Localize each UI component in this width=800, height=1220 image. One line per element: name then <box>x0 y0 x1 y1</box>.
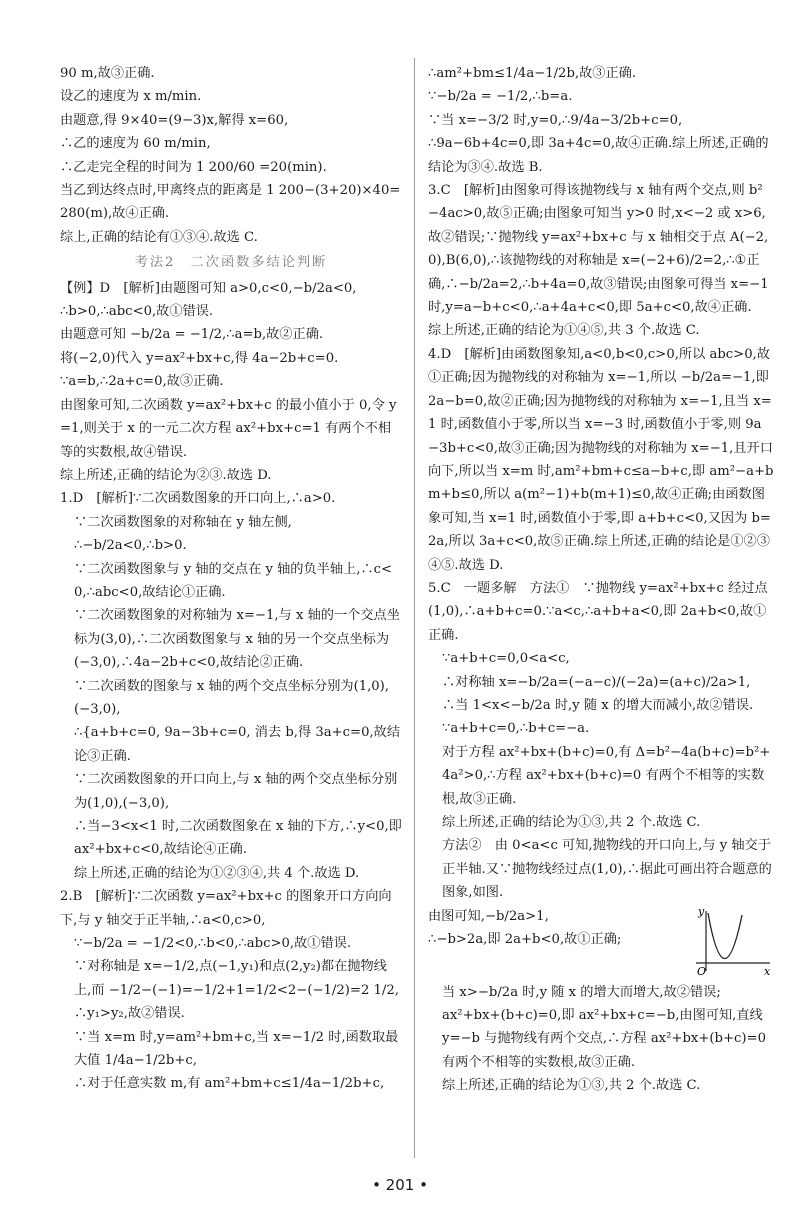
right-column-line: ∴对称轴 x=−b/2a=(−a−c)/(−2a)=(a+c)/2a>1, <box>442 674 751 690</box>
y-axis-label: y <box>698 904 705 918</box>
left-column-line: 设乙的速度为 x m/min. <box>60 89 202 105</box>
left-column-line: ∵a=b,∴2a+c=0,故③正确. <box>60 374 224 390</box>
left-column-line: 综上所述,正确的结论为①②③④,共 4 个.故选 D. <box>74 865 360 881</box>
left-column-line: 1.D [解析]∵二次函数图象的开口向上,∴a>0. <box>60 491 336 507</box>
right-column-line: ∵−b/2a = −1/2,∴b=a. <box>428 89 573 105</box>
left-column-line: 综上,正确的结论有①③④.故选 C. <box>60 229 258 245</box>
left-column-line: 2.B [解析]∵二次函数 y=ax²+bx+c 的图象开口方向向下,与 y 轴交于正半轴,∴a<0,c>0, <box>60 889 392 928</box>
left-column-line: ∴乙走完全程的时间为 1 200/60 =20(min). <box>60 159 327 175</box>
parabola-figure <box>694 905 774 981</box>
left-column-line: 当乙到达终点时,甲离终点的距离是 1 200−(3+20)×40=280(m),故④正确. <box>60 183 401 222</box>
left-column-line: ∵二次函数图象的对称轴在 y 轴左侧, <box>74 514 292 530</box>
right-column-line: 方法② 由 0<a<c 可知,抛物线的开口向上,与 y 轴交于正半轴.又∵抛物线经过点(1,0),∴据此可画出符合题意的图象,如图. <box>442 838 772 901</box>
right-column-line: ∴am²+bm≤1/4a−1/2b,故③正确. <box>428 66 637 81</box>
left-column-line: 【例】D [解析]由题图可知 a>0,c<0,−b/2a<0, <box>60 280 357 296</box>
left-column-line: ∵二次函数图象的对称轴为 x=−1,与 x 轴的一个交点坐标为(3,0),∴二次函数图象与 x 轴的另一个交点坐标为(−3,0),∴4a−2b+c<0,故结论②正确. <box>74 608 400 671</box>
left-column-line: 由图象可知,二次函数 y=ax²+bx+c 的最小值小于 0,令 y=1,则关于 x 的一元二次方程 ax²+bx+c=1 有两个不相等的实数根,故④错误. <box>60 397 397 460</box>
left-column-line: ∵二次函数图象的开口向上,与 x 轴的两个交点坐标分别为(1,0),(−3,0), <box>74 772 398 811</box>
right-tail-line: 当 x>−b/2a 时,y 随 x 的增大而增大,故②错误; <box>442 984 721 1000</box>
left-column-line: 将(−2,0)代入 y=ax²+bx+c,得 4a−2b+c=0. <box>60 350 339 366</box>
left-column-line: 90 m,故③正确. <box>60 66 155 81</box>
right-column-line: ∵a+b+c=0,∴b+c=−a. <box>442 721 590 737</box>
figure-text-line: 由图可知,−b/2a>1, <box>428 908 549 924</box>
left-column-line: ∵对称轴是 x=−1/2,点(−1,y₁)和点(2,y₂)都在抛物线上,而 −1/2−(−1)=−1/2+1=1/2<2−(−1/2)=2 1/2,∴y₁>y₂,故②错误. <box>74 959 399 1022</box>
right-column-line: 综上所述,正确的结论为①④⑤,共 3 个.故选 C. <box>428 323 700 339</box>
x-axis-label: x <box>764 964 771 978</box>
left-column-line: 综上所述,正确的结论为②③.故选 D. <box>60 467 272 483</box>
left-column-line: ∴{a+b+c=0, 9a−3b+c=0, 消去 b,得 3a+c=0,故结论③正确. <box>74 725 401 764</box>
right-column-line: ∵a+b+c=0,0<a<c, <box>442 651 570 667</box>
left-column-line: ∴乙的速度为 60 m/min, <box>60 136 211 152</box>
right-column-line: 4.D [解析]由函数图象知,a<0,b<0,c>0,所以 abc>0,故①正确;因为抛物线的对称轴为 x=−1,所以 −b/2a=−1,即 2a−b=0,故②正确;因为抛物线的对称轴为 x=−1,且当 x=1 时,函数值小于零,所以当 x=−3 时,函数值小于零,则 9a−3b+c<0,故③正确;因为抛物线的对称轴为 x=−1,且开口向下,所以当 x=m 时,am²+bm+c≤a−b+c,即 am²−a+bm+b≤0,所以 a(m²−1)+b(m+1)≤0,故④正确;由函数图象可知,当 x=1 时,函数值小于零,即 a+b+c<0,又因为 b=2a,所以 3a+c<0,故⑤正确.综上所述,正确的结论是①②③④⑤.故选 D. <box>428 346 774 573</box>
figure-text-line: ∴−b>2a,即 2a+b<0,故①正确; <box>428 932 622 948</box>
right-column-line: ∵当 x=−3/2 时,y=0,∴9/4a−3/2b+c=0, <box>428 112 683 128</box>
left-column-line: ∴对于任意实数 m,有 am²+bm+c≤1/4a−1/2b+c, <box>74 1076 385 1092</box>
left-column-line: ∴−b/2a<0,∴b>0. <box>74 538 187 554</box>
origin-label: O <box>697 964 707 978</box>
left-column-line: 考法2 二次函数多结论判断 <box>134 255 328 271</box>
right-column-line: 5.C 一题多解 方法① ∵抛物线 y=ax²+bx+c 经过点(1,0),∴a+b+c=0.∵a<c,∴a+b+a<0,即 2a+b<0,故①正确. <box>428 580 768 643</box>
left-column-line: 由题意可知 −b/2a = −1/2,∴a=b,故②正确. <box>60 327 324 343</box>
left-column-line: ∵二次函数的图象与 x 轴的两个交点坐标分别为(1,0),(−3,0), <box>74 678 390 717</box>
right-column-line: ∴当 1<x<−b/2a 时,y 随 x 的增大而减小,故②错误. <box>442 697 754 713</box>
right-column <box>428 62 774 1098</box>
right-column-line: 综上所述,正确的结论为①③,共 2 个.故选 C. <box>442 815 701 830</box>
left-column-line: ∴当−3<x<1 时,二次函数图象在 x 轴的下方,∴y<0,即 ax²+bx+c<0,故结论④正确. <box>74 819 402 858</box>
left-column-line: ∵−b/2a = −1/2<0,∴b<0,∴abc>0,故①错误. <box>74 936 352 952</box>
left-column-line: ∴b>0,∴abc<0,故①错误. <box>60 304 214 320</box>
right-tail-line: 综上所述,正确的结论为①③,共 2 个.故选 C. <box>442 1078 701 1094</box>
left-column-line: ∵当 x=m 时,y=am²+bm+c,当 x=−1/2 时,函数取最大值 1/4a−1/2b+c, <box>74 1029 399 1069</box>
right-column-line: 对于方程 ax²+bx+(b+c)=0,有 Δ=b²−4a(b+c)=b²+4a²>0,∴方程 ax²+bx+(b+c)=0 有两个不相等的实数根,故③正确. <box>442 744 771 807</box>
left-column-line: ∵二次函数图象与 y 轴的交点在 y 轴的负半轴上,∴c<0,∴abc<0,故结论①正确. <box>74 561 393 600</box>
right-column-line: ∴9a−6b+4c=0,即 3a+4c=0,故④正确.综上所述,正确的结论为③④.故选 B. <box>428 136 769 175</box>
left-column <box>60 62 402 1096</box>
page-number: • 201 • <box>372 1176 428 1194</box>
figure-row <box>428 905 774 981</box>
column-divider <box>414 58 415 1158</box>
left-column-line: 由题意,得 9×40=(9−3)x,解得 x=60, <box>60 112 289 128</box>
parabola-curve <box>708 913 742 959</box>
right-tail-line: ax²+bx+(b+c)=0,即 ax²+bx+c=−b,由图可知,直线 y=−b 与抛物线有两个交点,∴方程 ax²+bx+(b+c)=0 有两个不相等的实数根,故③正确. <box>442 1008 766 1070</box>
right-column-line: 3.C [解析]由图象可得该抛物线与 x 轴有两个交点,则 b²−4ac>0,故⑤正确;由图象可知当 y>0 时,x<−2 或 x>6,故②错误;∵抛物线 y=ax²+bx+c 与 x 轴相交于点 A(−2,0),B(6,0),∴该抛物线的对称轴是 x=(−2+6)/2=2,∴①正确,∴−b/2a=2,∴b+4a=0,故③错误;由图象可得当 x=−1 时,y=a−b+c<0,∴a+4a+c<0,即 5a+c<0,故④正确. <box>428 183 769 316</box>
